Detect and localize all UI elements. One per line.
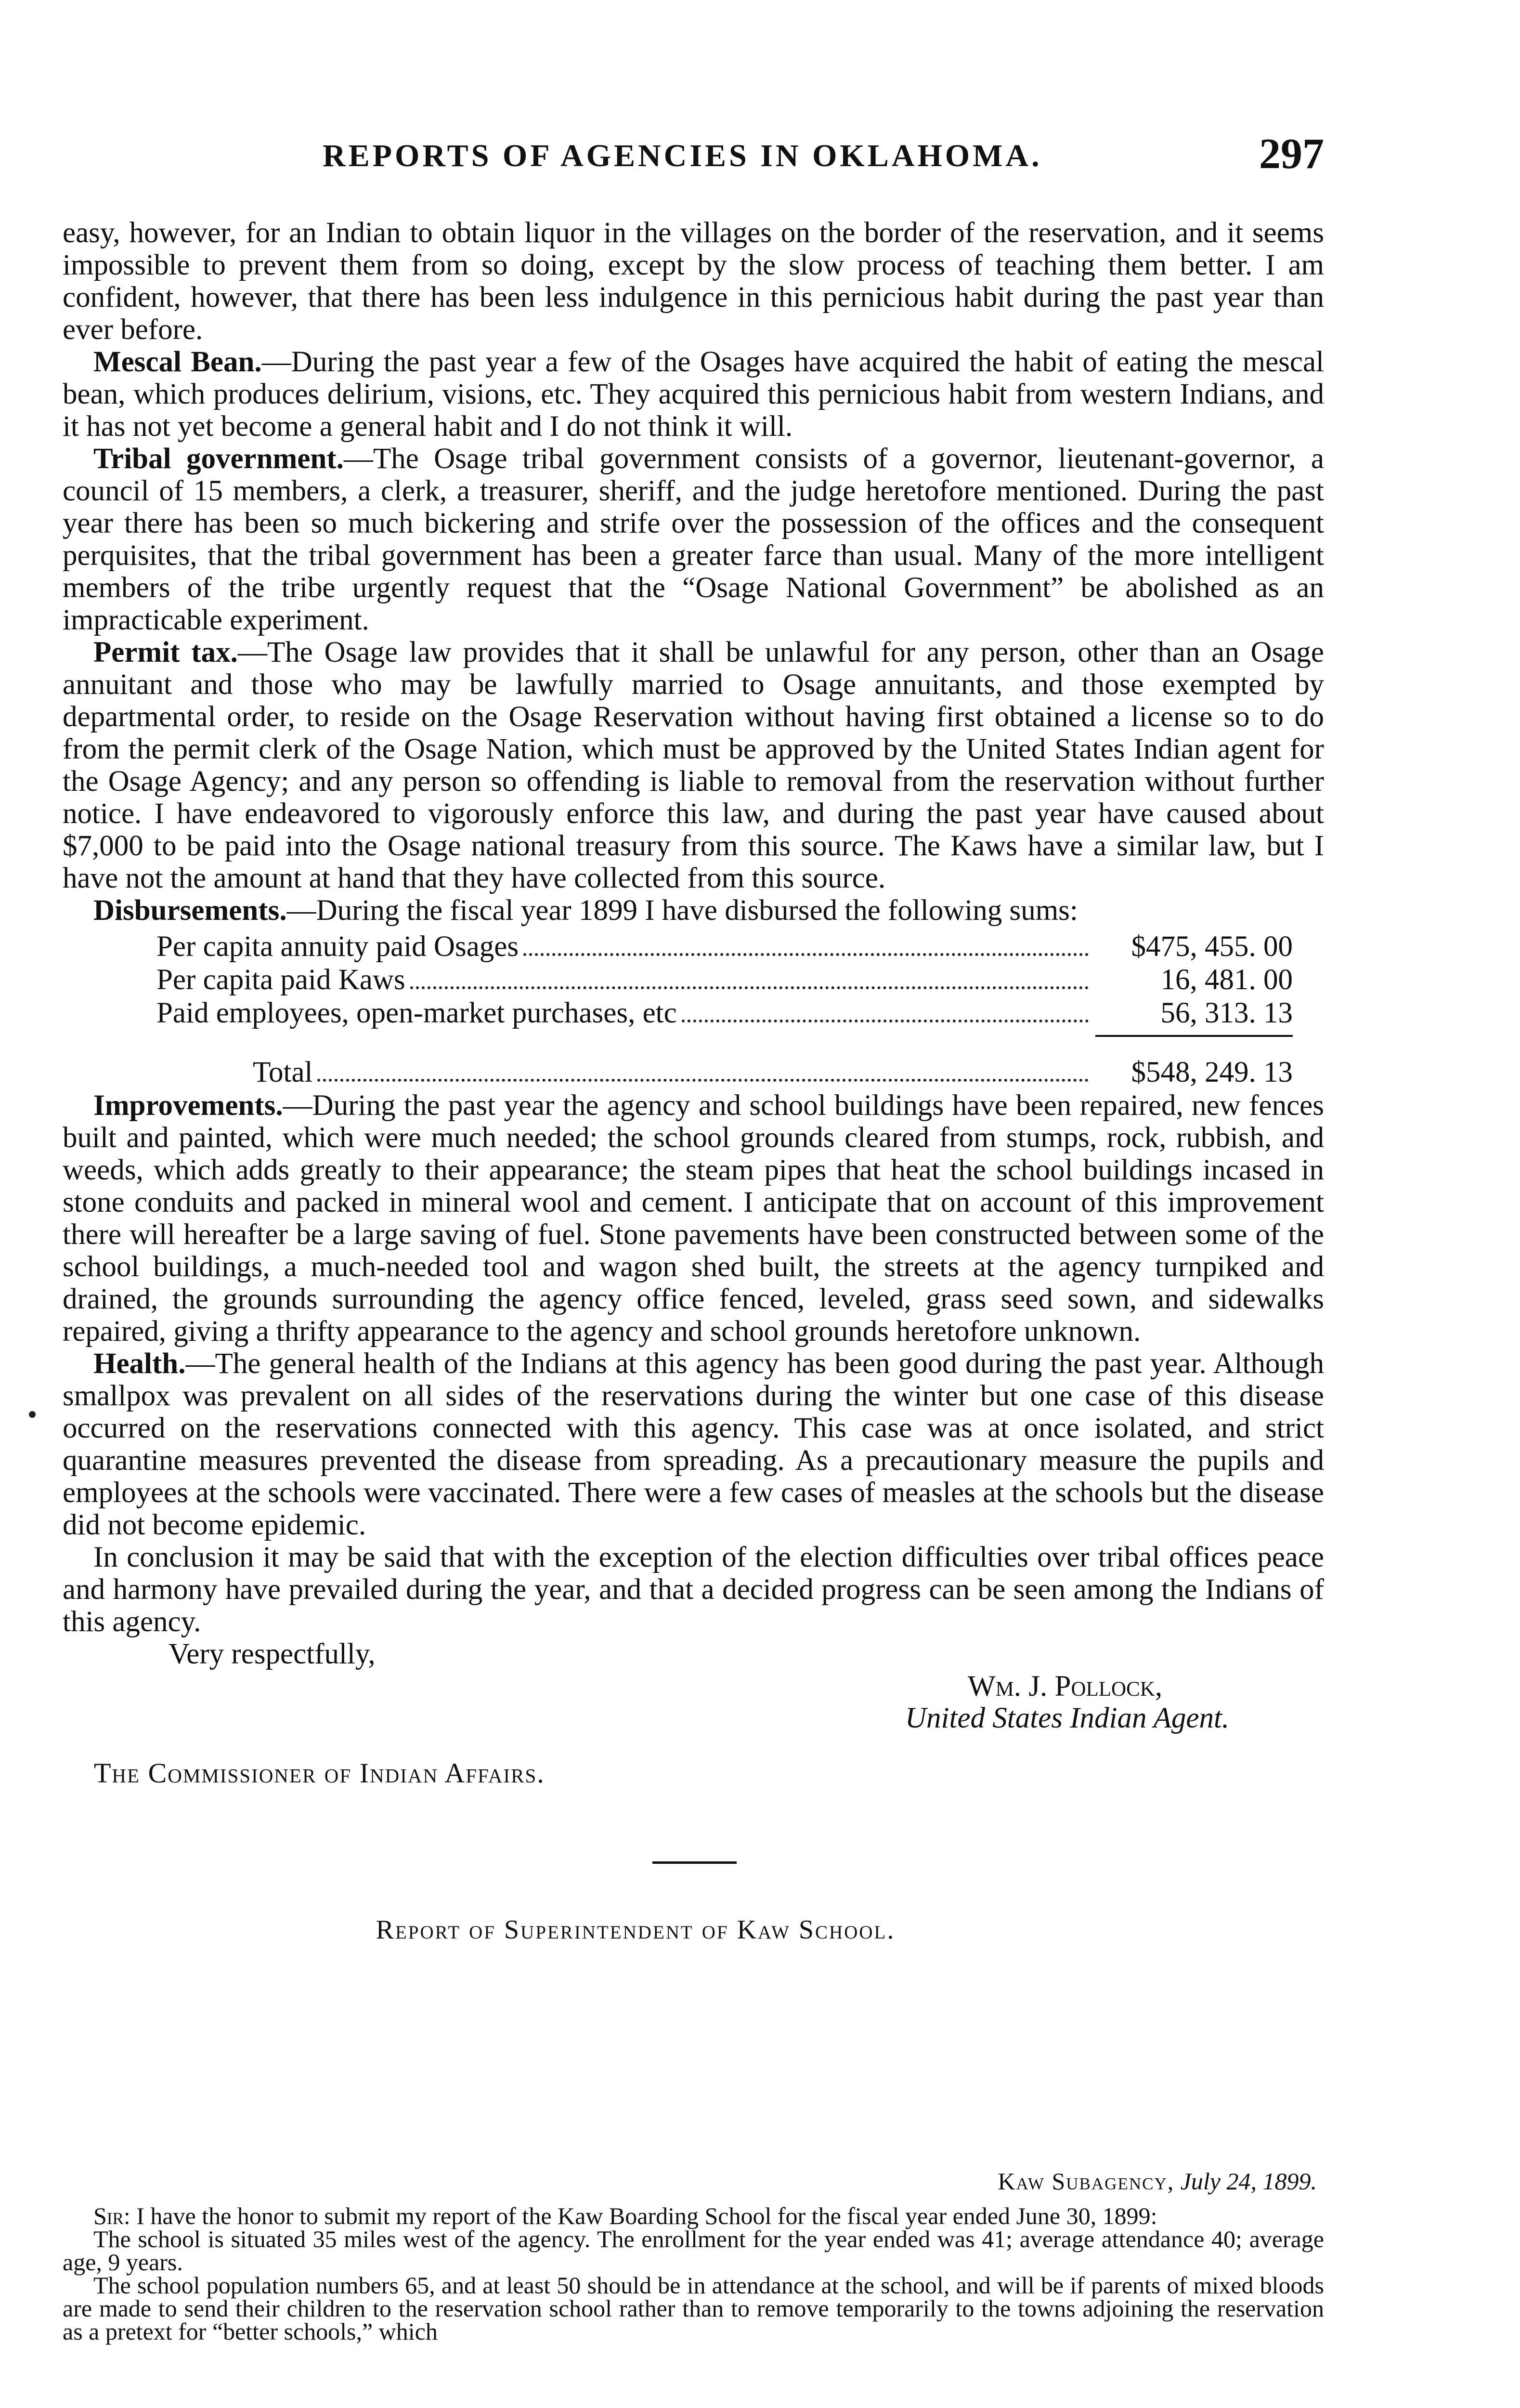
signature-block <box>63 1670 1324 1742</box>
section-divider <box>652 1861 737 1864</box>
disbursement-row <box>156 930 1293 964</box>
page-header <box>63 129 1324 182</box>
paragraph-tribal-government <box>63 443 1324 636</box>
paragraph-text: —The Osage law provides that it shall be unlawful for any person, other than an Osage annuitant and those who may be lawfully married to Osage annuitants, and those exempted by departmental order, to reside on the Osage Reservation without having first obtained a license so to do from the permit clerk of the Osage Nation, which must be approved by the United States Indian agent for the Osage Agency; and any person so offending is liable to removal from the reservation without further notice. I have endeavored to vigorously enforce this law, and during the past year have caused about $7,000 to be paid into the Osage national treasury from this source. The Kaws have a similar law, but I have not the amount at hand that they have collected from this source. <box>63 636 1324 894</box>
section-lead-health: Health. <box>93 1348 186 1380</box>
section-lead-tribal-government: Tribal government. <box>93 443 344 475</box>
paragraph-health <box>63 1348 1324 1541</box>
report-body <box>63 217 1324 1945</box>
total-row <box>253 1056 1293 1089</box>
addressee: The Commissioner of Indian Affairs. <box>94 1757 545 1789</box>
paragraph-improvements <box>63 1089 1324 1348</box>
section-lead-disbursements: Disbursements. <box>93 894 287 927</box>
dateline-date: July 24, 1899. <box>1180 2168 1317 2195</box>
section-lead-improvements: Improvements. <box>93 1089 283 1122</box>
leader-dots <box>410 986 1089 989</box>
paragraph-text: —The Osage tribal government consists of a governor, lieutenant-governor, a council of 15 members, a clerk, a treasurer, sheriff, and the judge heretofore mentioned. During the past year there has been so much bickering and strife over the possession of the offices and the consequent perquisites, that the tribal government has been a greater farce than usual. Many of the more intelligent members of the tribe urgently request that the “Osage National Government” be abolished as an impracticable experiment. <box>63 443 1324 636</box>
leader-dots <box>317 1079 1089 1082</box>
leader-dots <box>523 953 1089 956</box>
signatory-name: Wm. J. Pollock, <box>968 1670 1163 1702</box>
sum-rule <box>1095 1035 1293 1037</box>
paragraph-text: I have the honor to submit my report of the Kaw Boarding School for the fiscal year ended June 30, 1899: <box>130 2202 1157 2229</box>
total-label: Total <box>253 1056 313 1088</box>
leader-dots <box>682 1020 1089 1022</box>
report-title: Report of Superintendent of Kaw School. <box>376 1915 896 1945</box>
disbursement-row <box>156 964 1293 997</box>
closing-salutation: Very respectfully, <box>169 1638 376 1670</box>
disbursements-table <box>156 930 1293 1089</box>
disbursement-label: Per capita paid Kaws <box>156 964 405 996</box>
paragraph-text: —The general health of the Indians at this agency has been good during the past year. Although smallpox was prevalent on all sides of the reservations during the winter but one case of this disease occurred on the reservations connected with this agency. This case was at once isolated, and strict quarantine measures prevented the disease from spreading. As a precautionary measure the pupils and employees at the schools were vaccinated. There were a few cases of measles at the schools but the disease did not become epidemic. <box>63 1348 1324 1541</box>
paragraph-population: The school population numbers 65, and at least 50 should be in attendance at the school, and will be if parents of mixed bloods are made to send their children to the reservation school rather than to remove temporarily to the towns adjoining the reservation as a pretext for “better schools,” which <box>63 2272 1324 2345</box>
total-amount: $548, 249. 13 <box>1131 1056 1293 1088</box>
paragraph-text: —During the past year the agency and school buildings have been repaired, new fences built and painted, which were much needed; the school grounds cleared from stumps, rock, rubbish, and weeds, which adds greatly to their appearance; the steam pipes that heat the school buildings incased in stone conduits and packed in mineral wool and cement. I anticipate that on account of this improvement there will hereafter be a large saving of fuel. Stone pavements have been constructed between some of the school buildings, a much-needed tool and wagon shed built, the streets at the agency turnpiked and drained, the grounds surrounding the agency office fenced, leveled, grass seed sown, and sidewalks repaired, giving a thrifty appearance to the agency and school grounds heretofore unknown. <box>63 1089 1324 1348</box>
margin-mark <box>29 1411 36 1418</box>
paragraph-permit-tax <box>63 636 1324 894</box>
paragraph-salutation <box>63 2204 1324 2227</box>
paragraph-conclusion: In conclusion it may be said that with the exception of the election difficulties over tribal offices peace and harmony have prevailed during the year, and that a decided progress can be seen among the Indians of this agency. <box>63 1541 1324 1638</box>
signatory-title: United States Indian Agent. <box>905 1702 1230 1734</box>
paragraph-liquor: easy, however, for an Indian to obtain liquor in the villages on the border of the reservation, and it seems impossible to prevent them from so doing, except by the slow process of teaching them better. I am confident, however, that there has been less indulgence in this pernicious habit during the past year than ever before. <box>63 217 1324 346</box>
disbursement-label: Per capita annuity paid Osages <box>156 930 519 963</box>
paragraph-disbursements <box>63 894 1324 927</box>
kaw-school-report <box>63 2170 1324 2343</box>
disbursement-amount: 16, 481. 00 <box>1160 964 1293 996</box>
section-lead-mescal-bean: Mescal Bean. <box>93 346 262 378</box>
running-head: REPORTS OF AGENCIES IN OKLAHOMA. <box>323 138 1042 173</box>
disbursement-amount: $475, 455. 00 <box>1131 930 1293 963</box>
dateline <box>63 2170 1324 2193</box>
section-lead-permit-tax: Permit tax. <box>93 636 238 668</box>
disbursement-row <box>156 997 1293 1030</box>
page-number: 297 <box>1259 130 1324 178</box>
salutation-sir: Sir: <box>93 2202 130 2229</box>
paragraph-text: —During the fiscal year 1899 I have disbursed the following sums: <box>286 894 1078 927</box>
disbursement-amount: 56, 313. 13 <box>1160 997 1293 1029</box>
paragraph-mescal-bean <box>63 346 1324 443</box>
disbursement-label: Paid employees, open-market purchases, etc <box>156 997 677 1029</box>
paragraph-location: The school is situated 35 miles west of the agency. The enrollment for the year ended was 41; average attendance 40; average age, 9 years. <box>63 2225 1324 2276</box>
dateline-place: Kaw Subagency, <box>998 2168 1175 2195</box>
paragraph-text: —During the past year a few of the Osages have acquired the habit of eating the mescal bean, which produces delirium, visions, etc. They acquired this pernicious habit from western Indians, and it has not yet become a general habit and I do not think it will. <box>63 346 1324 443</box>
